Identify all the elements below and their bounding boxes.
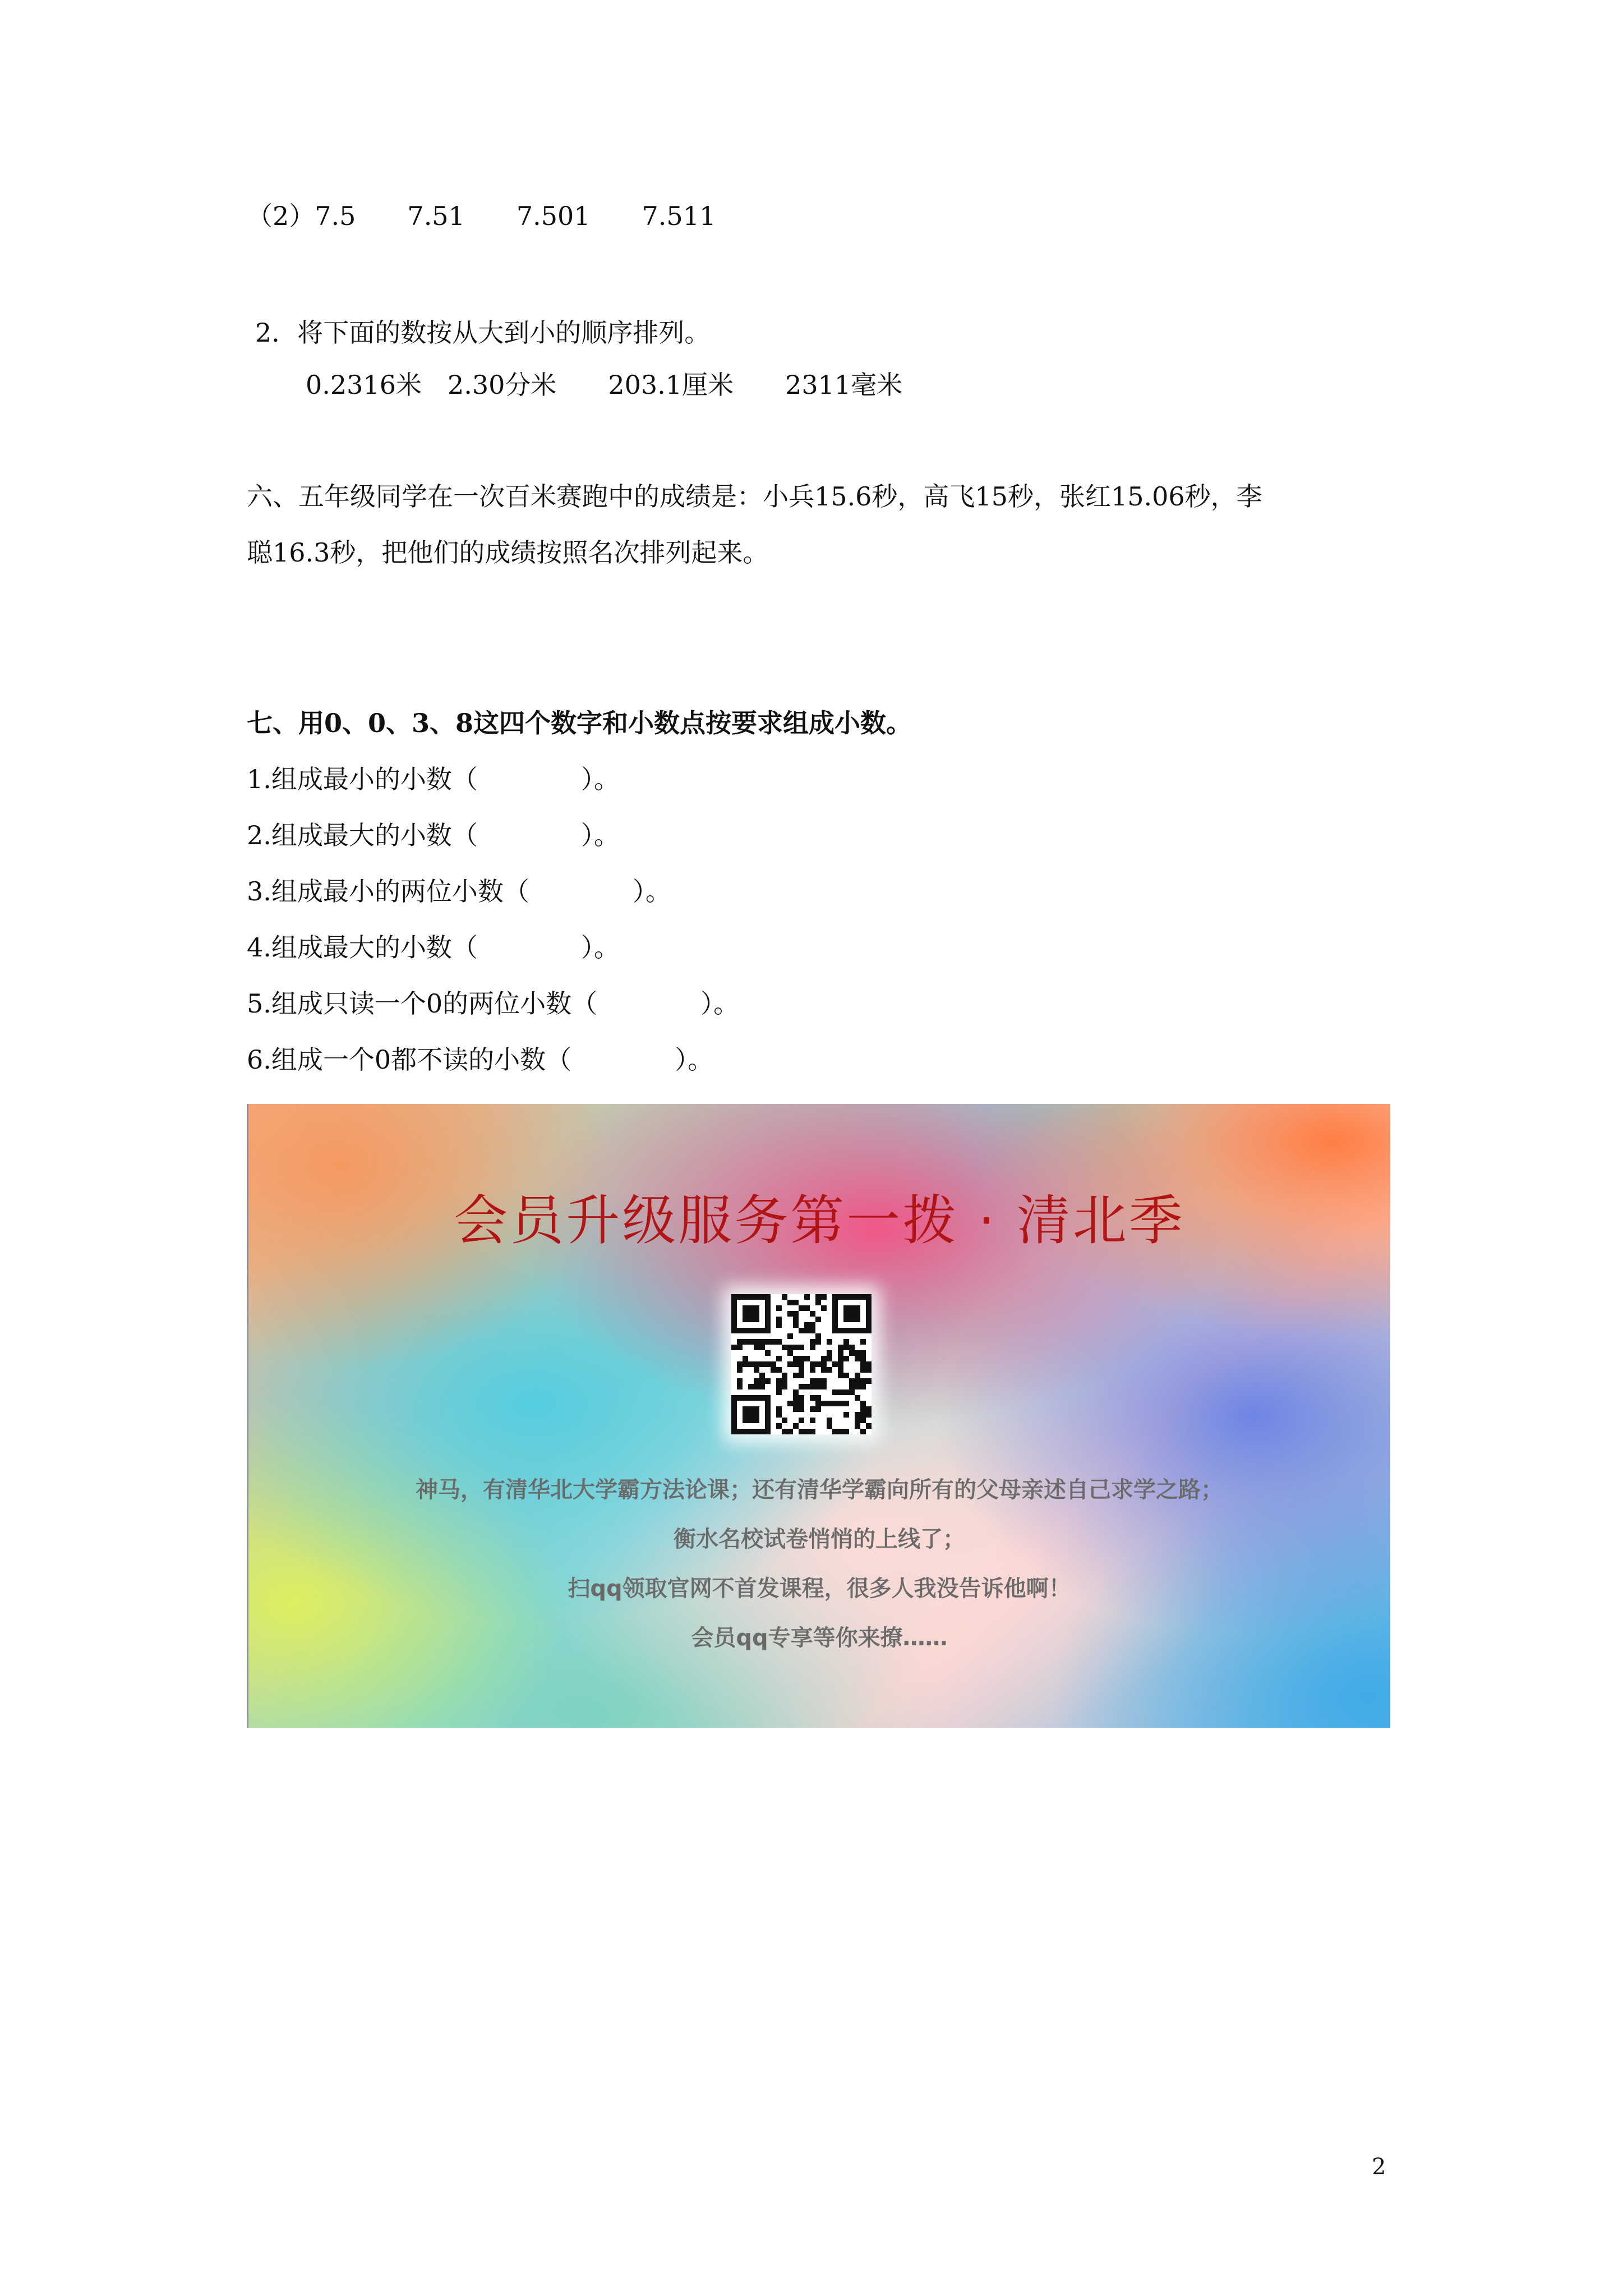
page-number: 2 xyxy=(1372,2154,1386,2180)
banner-title: 会员升级服务第一拨 · 清北季 xyxy=(454,1189,1185,1252)
question-2-values: 0.2316米 2.30分米 203.1厘米 2311毫米 xyxy=(306,370,903,400)
section-7-item-2: 2.组成最大的小数（ ）。 xyxy=(247,820,620,850)
section-7-item-4: 4.组成最大的小数（ ）。 xyxy=(247,932,620,963)
banner-text-4: 会员qq专享等你来撩…… xyxy=(691,1625,948,1651)
answer-line-2: （2）7.5 7.51 7.501 7.511 xyxy=(247,201,716,231)
banner-text-1: 神马，有清华北大学霸方法论课；还有清华学霸向所有的父母亲述自己求学之路； xyxy=(416,1477,1223,1503)
section-7-item-6: 6.组成一个0都不读的小数（ ）。 xyxy=(247,1045,714,1075)
section-6-line-1: 六、五年级同学在一次百米赛跑中的成绩是：小兵15.6秒，高飞15秒，张红15.06秒，李 xyxy=(247,481,1262,512)
section-7-item-1: 1.组成最小的小数（ ）。 xyxy=(247,764,620,794)
section-6-line-2: 聪16.3秒，把他们的成绩按照名次排列起来。 xyxy=(247,537,769,568)
section-7-item-5: 5.组成只读一个0的两位小数（ ）。 xyxy=(247,988,740,1019)
section-7-item-3: 3.组成最小的两位小数（ ）。 xyxy=(247,876,671,907)
qr-code-icon[interactable] xyxy=(731,1294,872,1434)
banner-text-3: 扫qq领取官网不首发课程，很多人我没告诉他啊！ xyxy=(568,1576,1071,1602)
section-7-heading: 七、用0、0、3、8这四个数字和小数点按要求组成小数。 xyxy=(247,708,912,738)
question-2-heading: 2．将下面的数按从大到小的顺序排列。 xyxy=(255,318,711,348)
promo-banner[interactable] xyxy=(247,1104,1390,1728)
banner-text-2: 衡水名校试卷悄悄的上线了； xyxy=(674,1526,965,1552)
